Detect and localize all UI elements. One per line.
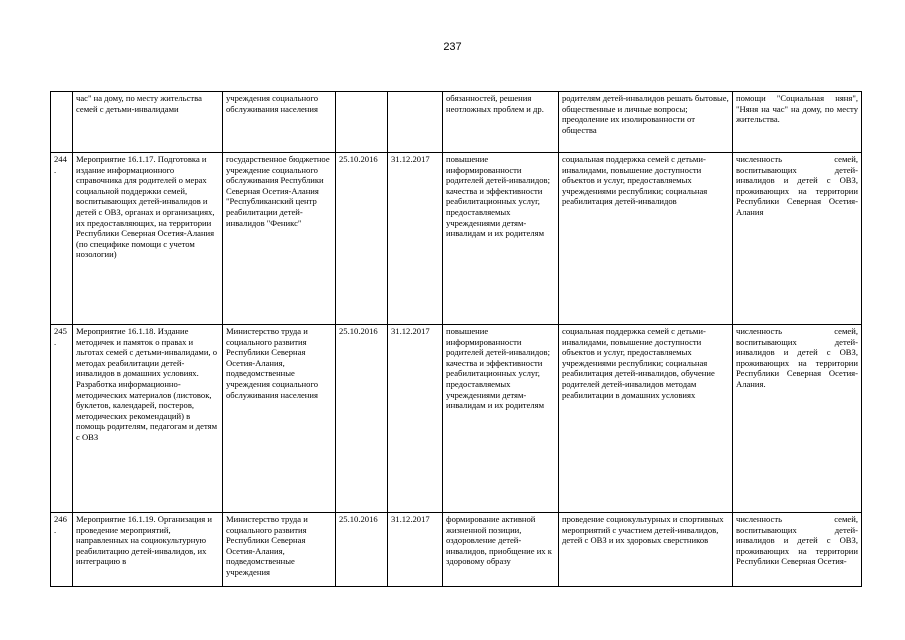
table-row [51,92,862,153]
direction: повышение информированности родителей детей-инвалидов; качества и эффективности реабилитационных услуг, предоставляемых учреждениями детям-инвалидам и их родителям [443,325,559,513]
measure-name: Мероприятие 16.1.19. Организация и проведение мероприятий, направленных на социокультурную реабилитацию детей-инвалидов, их интеграцию в [73,513,223,587]
row-number: 244. [51,153,73,325]
page-number: 237 [443,41,462,53]
measure-name: час" на дому, по месту жительства семей с детьми-инвалидами [73,92,223,153]
table-row [51,153,862,325]
measure-name: Мероприятие 16.1.18. Издание методичек и памяток о правах и льготах семей с детьми-инвалидами, о методах реабилитации детей-инвалидов в домашних условиях. Разработка информационно-методических материалов (листовок, буклетов, календарей, постеров, методических рекомендаций) в помощь родителям, педагогам и детям с ОВЗ [73,325,223,513]
end-date: 31.12.2017 [388,325,443,513]
direction: обязанностей, решения неотложных проблем и др. [443,92,559,153]
executor: учреждения социального обслуживания населения [223,92,336,153]
row-number: 245. [51,325,73,513]
effect: проведение социокультурных и спортивных мероприятий с участием детей-инвалидов, детей с ОВЗ и их здоровых сверстников [559,513,733,587]
effect: родителям детей-инвалидов решать бытовые, общественные и личные вопросы; преодоление их изолированности от общества [559,92,733,153]
result: помощи "Социальная няня", "Няня на час" на дому, по месту жительства. [733,92,862,153]
direction: формирование активной жизненной позиции, оздоровление детей-инвалидов, приобщение их к здоровому образу [443,513,559,587]
result: численность семей, воспитывающих детей-инвалидов и детей с ОВЗ, проживающих на территории Республики Северная Осетия-Алания. [733,325,862,513]
direction: повышение информированности родителей детей-инвалидов; качества и эффективности реабилитационных услуг, предоставляемых учреждениями детям-инвалидам и их родителям [443,153,559,325]
measure-name: Мероприятие 16.1.17. Подготовка и издание информационного справочника для родителей о мерах социальной поддержки семей, воспитывающих детей-инвалидов и детей с ОВЗ, органах и организациях, их предоставляющих, на территории Республики Северная Осетия-Алания (по специфике помощи с учетом нозологии) [73,153,223,325]
start-date: 25.10.2016 [336,325,388,513]
result: численность семей, воспитывающих детей-инвалидов и детей с ОВЗ, проживающих на территории Республики Северная Осетия- [733,513,862,587]
effect: социальная поддержка семей с детьми-инвалидами, повышение доступности объектов и услуг, предоставляемых учреждениями республики; социальная реабилитация детей-инвалидов [559,153,733,325]
effect: социальная поддержка семей с детьми-инвалидами, повышение доступности объектов и услуг, предоставляемых учреждениями республики; социальная реабилитация детей-инвалидов, обучение родителей детей-инвалидов методам реабилитации в домашних условиях [559,325,733,513]
row-number [51,92,73,153]
table-row [51,513,862,587]
measures-table [50,91,862,587]
start-date: 25.10.2016 [336,153,388,325]
start-date: 25.10.2016 [336,513,388,587]
result: численность семей, воспитывающих детей-инвалидов и детей с ОВЗ, проживающих на территории Республики Северная Осетия-Алания [733,153,862,325]
end-date: 31.12.2017 [388,153,443,325]
table-row [51,325,862,513]
executor: Министерство труда и социального развития Республики Северная Осетия-Алания, подведомственные учреждения [223,513,336,587]
row-number: 246. [51,513,73,587]
end-date [388,92,443,153]
executor: Министерство труда и социального развития Республики Северная Осетия-Алания, подведомственные учреждения социального обслуживания населения [223,325,336,513]
end-date: 31.12.2017 [388,513,443,587]
start-date [336,92,388,153]
executor: государственное бюджетное учреждение социального обслуживания Республики Северная Осетия-Алания "Республиканский центр реабилитации детей-инвалидов "Феникс" [223,153,336,325]
